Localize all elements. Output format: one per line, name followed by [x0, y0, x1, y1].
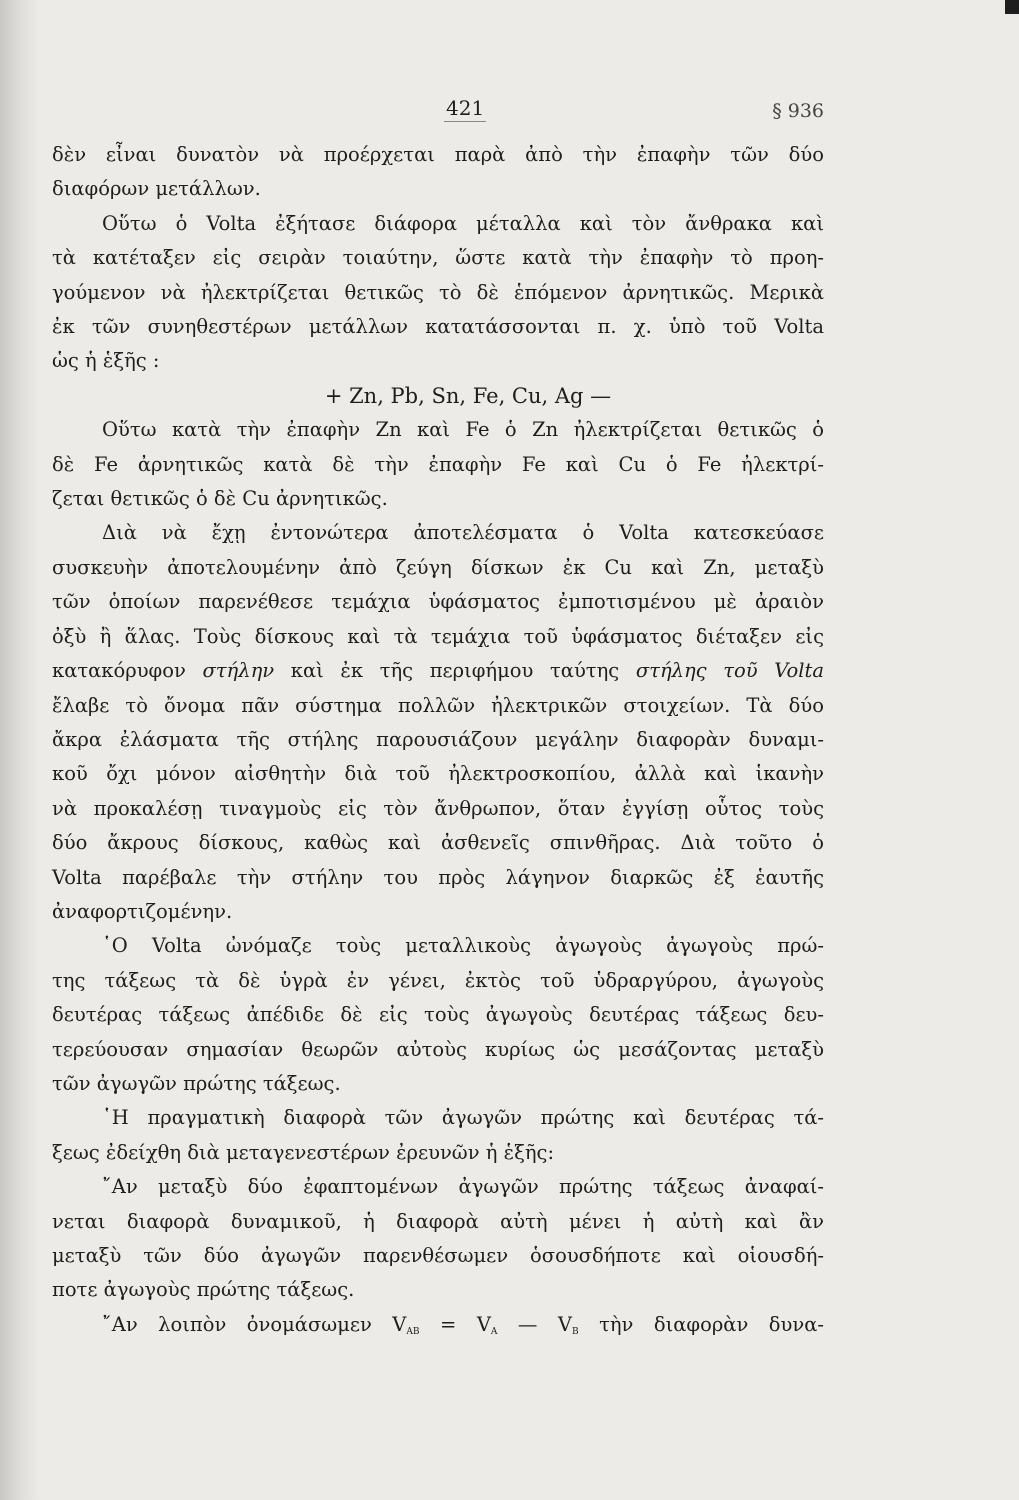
section-number: § 936 [772, 100, 824, 122]
text-line: ἔλαβε τὸ ὄνομα πᾶν σύστημα πολλῶν ἠλεκτρικῶν στοιχείων. Τὰ δύο [52, 693, 824, 717]
book-spine-shadow [0, 0, 40, 1500]
text-line: ῾Η πραγματικὴ διαφορὰ τῶν ἀγωγῶν πρώτης καὶ δευτέρας τά- [102, 1106, 824, 1130]
body-text [52, 138, 824, 1349]
text-line: ῎Αν μεταξὺ δύο ἐφαπτομένων ἀγωγῶν πρώτης τάξεως ἀναφαί- [102, 1175, 824, 1199]
text-line: Οὕτω κατὰ τὴν ἐπαφὴν Zn καὶ Fe ὁ Zn ἠλεκτρίζεται θετικῶς ὁ [102, 418, 824, 442]
text-line: τερεύουσαν σημασίαν θεωρῶν αὐτοὺς κυρίως ὡς μεσάζοντας μεταξὺ [52, 1037, 824, 1061]
text-fragment: = V [440, 1312, 491, 1336]
text-line: Οὕτω ὁ Volta ἐξήτασε διάφορα μέταλλα καὶ τὸν ἄνθρακα καὶ [102, 211, 824, 235]
text-line: τῶν ὁποίων παρενέθεσε τεμάχια ὑφάσματος ἐμποτισμένου μὲ ἀραιὸν [52, 590, 824, 614]
subscript-a: A [490, 1326, 498, 1337]
italic-term-volta-pile: στήλης τοῦ Volta [635, 659, 824, 683]
text-line [52, 1308, 824, 1349]
paragraph-5 [52, 929, 824, 1101]
text-line: ζεται θετικῶς ὁ δὲ Cu ἀρνητικῶς. [52, 487, 388, 511]
paragraph-7 [52, 1170, 824, 1308]
text-fragment: τὴν διαφορὰν δυνα- [599, 1312, 824, 1336]
text-line: κοῦ ὄχι μόνον αἰσθητὴν διὰ τοῦ ἠλεκτροσκοπίου, ἀλλὰ καὶ ἱκανὴν [52, 762, 824, 786]
text-line: ἄκρα ἐλάσματα τῆς στήλης παρουσιάζουν μεγάλην διαφορὰν δυναμι- [52, 727, 824, 751]
volta-series-formula: + Zn, Pb, Sn, Fe, Cu, Ag — [324, 383, 612, 408]
text-fragment: ῎Αν λοιπὸν ὀνομάσωμεν V [102, 1312, 407, 1336]
text-line: Volta παρέβαλε τὴν στήλην του πρὸς λάγηνον διαρκῶς ἐξ ἑαυτῆς [52, 865, 824, 889]
text-line [52, 654, 824, 688]
text-line: δευτέρας τάξεως ἀπέδιδε δὲ εἰς τοὺς ἀγωγοὺς δευτέρας τάξεως δευ- [52, 1003, 824, 1027]
text-line: δὲ Fe ἀρνητικῶς κατὰ δὲ τὴν ἐπαφὴν Fe καὶ Cu ὁ Fe ἠλεκτρί- [52, 452, 824, 476]
text-line: δὲν εἶναι δυνατὸν νὰ προέρχεται παρὰ ἀπὸ τὴν ἐπαφὴν τῶν δύο [52, 143, 824, 166]
book-page [52, 96, 824, 1349]
text-fragment: κατακόρυφον [52, 659, 186, 683]
paragraph-8 [52, 1308, 824, 1349]
text-line: τὰ κατέταξεν εἰς σειρὰν τοιαύτην, ὥστε κατὰ τὴν ἐπαφὴν τὸ προη- [52, 246, 824, 270]
text-fragment: καὶ ἐκ τῆς περιφήμου ταύτης [290, 659, 620, 683]
paragraph-4 [52, 516, 824, 929]
paragraph-2 [52, 207, 824, 379]
text-fragment: — V [517, 1312, 572, 1336]
text-line: μεταξὺ τῶν δύο ἀγωγῶν παρενθέσωμεν ὁσουσδήποτε καὶ οἱουσδή- [52, 1244, 824, 1267]
text-line: Διὰ νὰ ἔχῃ ἐντονώτερα ἀποτελέσματα ὁ Volta κατεσκεύασε [102, 521, 824, 545]
text-line: ποτε ἀγωγοὺς πρώτης τάξεως. [52, 1278, 355, 1302]
text-line: νεται διαφορὰ δυναμικοῦ, ἡ διαφορὰ αὐτὴ μένει ἡ αὐτὴ καὶ ἂν [52, 1209, 824, 1233]
paragraph-6 [52, 1101, 824, 1170]
text-line: τῶν ἀγωγῶν πρώτης τάξεως. [52, 1071, 341, 1095]
text-line: ξεως ἐδείχθη διὰ μεταγενεστέρων ἐρευνῶν ἡ ἑξῆς: [52, 1140, 555, 1164]
text-line: διαφόρων μετάλλων. [52, 177, 261, 201]
paragraph-1 [52, 138, 824, 207]
paragraph-3 [52, 413, 824, 516]
text-line: συσκευὴν ἀποτελουμένην ἀπὸ ζεύγη δίσκων ἐκ Cu καὶ Zn, μεταξὺ [52, 555, 824, 579]
text-line: νὰ προκαλέσῃ τιναγμοὺς εἰς τὸν ἄνθρωπον, ὅταν ἐγγίσῃ οὗτος τοὺς [52, 796, 824, 820]
text-line: ὀξὺ ἢ ἅλας. Τοὺς δίσκους καὶ τὰ τεμάχια τοῦ ὑφάσματος διέταξεν εἰς [52, 624, 824, 648]
subscript-b: B [571, 1326, 579, 1337]
text-line: της τάξεως τὰ δὲ ὑγρὰ ἐν γένει, ἐκτὸς τοῦ ὑδραργύρου, ἀγωγοὺς [52, 968, 824, 992]
scan-corner-mark [1005, 0, 1019, 14]
page-number: 421 [446, 96, 485, 120]
page-header [52, 96, 824, 138]
text-line: ἐκ τῶν συνηθεστέρων μετάλλων κατατάσσονται π. χ. ὑπὸ τοῦ Volta [52, 315, 824, 339]
text-line: ἀναφορτιζομένην. [52, 899, 233, 923]
text-line: γούμενον νὰ ἠλεκτρίζεται θετικῶς τὸ δὲ ἑπόμενον ἀρνητικῶς. Μερικὰ [52, 280, 824, 304]
italic-term-stili: στήλην [202, 659, 275, 683]
text-line: δύο ἄκρους δίσκους, καθὼς καὶ ἀσθενεῖς σπινθῆρας. Διὰ τοῦτο ὁ [52, 831, 824, 855]
text-line: ὡς ἡ ἑξῆς : [52, 349, 160, 373]
text-line: ῾Ο Volta ὠνόμαζε τοὺς μεταλλικοὺς ἀγωγοὺς ἀγωγοὺς πρώ- [102, 934, 824, 958]
subscript-ab: AB [406, 1326, 420, 1337]
